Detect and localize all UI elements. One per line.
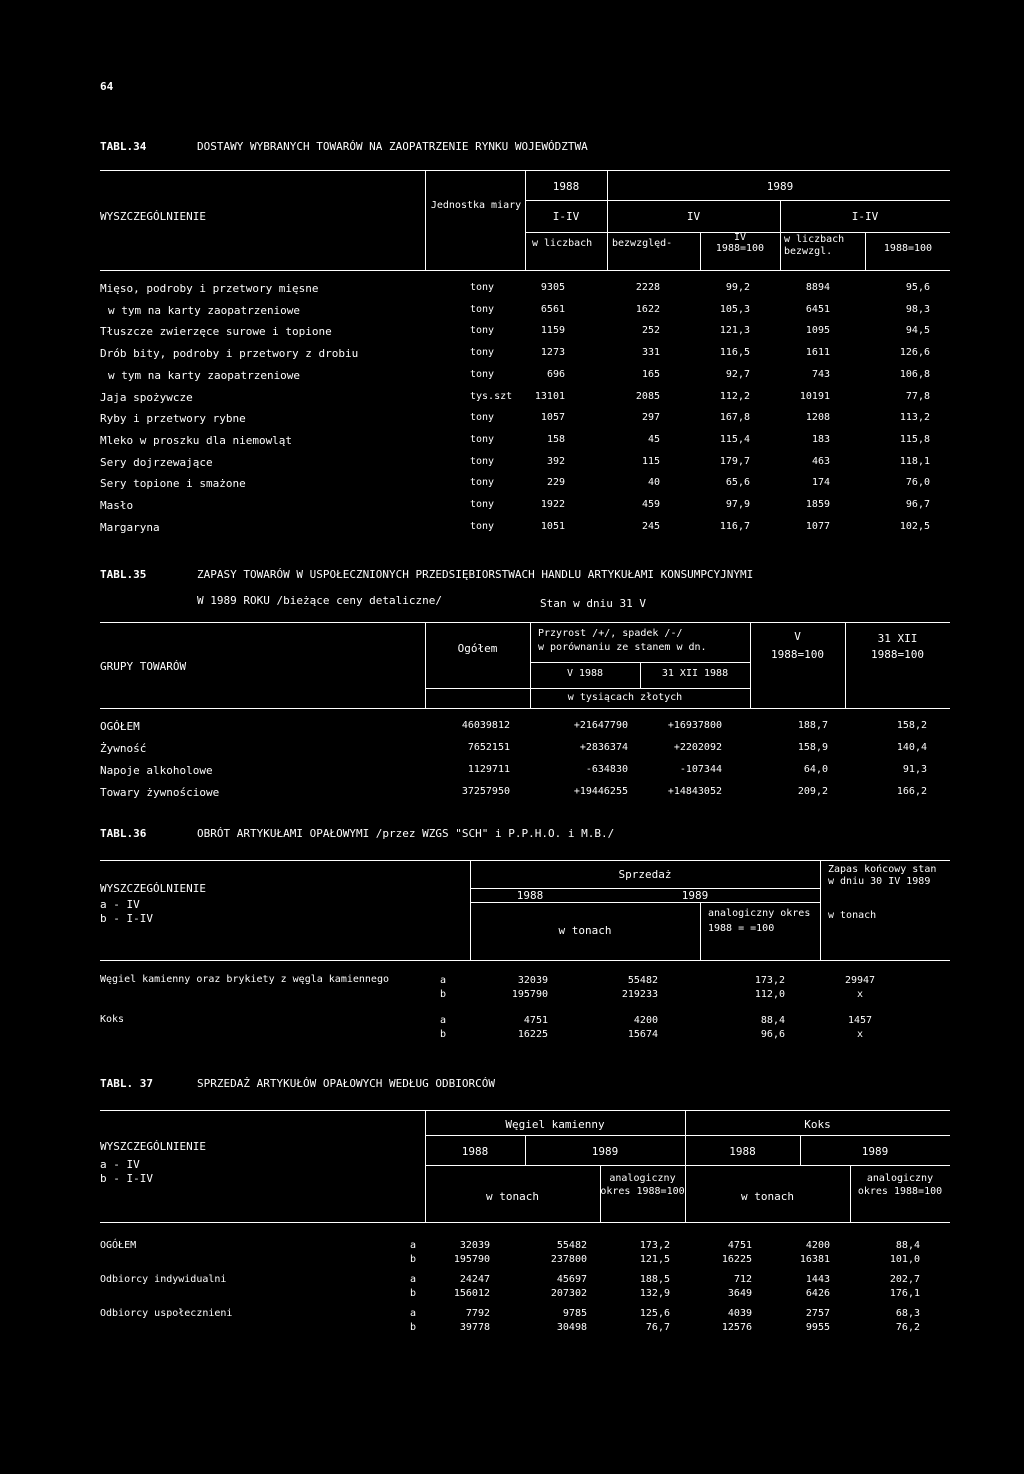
t35-row-v1988: -634830 bbox=[585, 764, 628, 775]
t34-row-a: 1057 bbox=[540, 412, 565, 424]
t35-row-xii1988: +16937800 bbox=[667, 720, 722, 731]
t37-row-a-val: 4751 bbox=[727, 1240, 752, 1251]
t37-h-tons-coke: w tonach bbox=[741, 1190, 794, 1203]
t37-row-key-b: b bbox=[410, 1322, 417, 1333]
t34-row-name: Sery topione i smażone bbox=[100, 477, 246, 491]
t36-h-stock2: w tonach bbox=[828, 910, 877, 921]
t34-row-e: 126,6 bbox=[899, 347, 930, 359]
t37-row-a-val: 55482 bbox=[556, 1240, 587, 1251]
t35-h-growth1: Przyrost /+/, spadek /-/ bbox=[538, 628, 683, 639]
t34-row-c: 105,3 bbox=[719, 303, 750, 315]
t36-row-a1: 4751 bbox=[523, 1015, 548, 1026]
t36-header-rule bbox=[100, 960, 950, 961]
t35-h-total: Ogółem bbox=[457, 642, 498, 655]
t34-header-rule bbox=[100, 270, 950, 271]
t36-vline bbox=[820, 860, 821, 960]
t34-row-unit: tony bbox=[470, 368, 495, 380]
t34-row-e: 115,8 bbox=[899, 433, 930, 445]
t34-row-b: 245 bbox=[641, 520, 660, 532]
t34-row-e: 94,5 bbox=[905, 325, 930, 337]
t34-row-a: 392 bbox=[546, 455, 565, 467]
t37-row-a-val: 125,6 bbox=[639, 1308, 670, 1319]
t35-state: Stan w dniu 31 V bbox=[540, 597, 646, 610]
t37-h-1988-coal: 1988 bbox=[461, 1145, 489, 1158]
t37-row-b-val: 3649 bbox=[727, 1288, 752, 1299]
t34-row-b: 297 bbox=[641, 412, 660, 424]
t34-row-a: 1273 bbox=[540, 347, 565, 359]
t36-row-b1: 16225 bbox=[517, 1029, 548, 1040]
t35-h-growth2: w porównaniu ze stanem w dn. bbox=[538, 642, 707, 653]
t34-row-a: 1051 bbox=[540, 520, 565, 532]
t34-row-d: 743 bbox=[811, 368, 830, 380]
t34-row-e: 98,3 bbox=[905, 303, 930, 315]
t34-row-e: 106,8 bbox=[899, 368, 930, 380]
t34-row-a: 158 bbox=[546, 433, 565, 445]
t34-row-b: 40 bbox=[647, 477, 660, 489]
t34-row-name: w tym na karty zaopatrzeniowe bbox=[108, 303, 301, 317]
t34-row-b: 2085 bbox=[635, 390, 660, 402]
t37-row-name: Odbiorcy uspołecznieni bbox=[100, 1308, 233, 1319]
t37-row-key-a: a bbox=[410, 1308, 417, 1319]
t37-h-analog-coke: analogiczny okres 1988=100 bbox=[857, 1173, 943, 1197]
t37-row-a-val: 24247 bbox=[459, 1274, 490, 1285]
t37-row-b-val: 121,5 bbox=[639, 1254, 670, 1265]
t36-h-1989: 1989 bbox=[681, 889, 709, 902]
t36-row-key-a: a bbox=[440, 975, 447, 986]
t34-row-c: 116,7 bbox=[719, 520, 750, 532]
t34-row-c: 121,3 bbox=[719, 325, 750, 337]
t37-title: SPRZEDAŻ ARTYKUŁÓW OPAŁOWYCH WEDŁUG ODBIORCÓW bbox=[197, 1077, 496, 1090]
t35-h-v: V bbox=[794, 630, 801, 643]
t34-h-ratio1-top: IV bbox=[733, 232, 747, 243]
t36-row-key-b: b bbox=[440, 1029, 447, 1040]
t36-row-key-b: b bbox=[440, 989, 447, 1000]
t36-row-a3: 173,2 bbox=[754, 975, 785, 986]
t35-row-v-ratio: 158,9 bbox=[797, 742, 828, 753]
t34-row-d: 1095 bbox=[805, 325, 830, 337]
t35-row-name: Żywność bbox=[100, 742, 147, 755]
t35-h-groups: GRUPY TOWARÓW bbox=[100, 660, 187, 673]
t34-h-ratio1: 1988=100 bbox=[715, 243, 765, 254]
t35-title: ZAPASY TOWARÓW W USPOŁECZNIONYCH PRZEDSIĘBIORSTWACH HANDLU ARTYKUŁAMI KONSUMPCYJNYMI bbox=[197, 568, 754, 581]
t34-row-name: Sery dojrzewające bbox=[100, 455, 213, 469]
t35-row-v1988: +2836374 bbox=[579, 742, 628, 753]
t34-row-unit: tony bbox=[470, 455, 495, 467]
t37-row-b-val: 30498 bbox=[556, 1322, 587, 1333]
t37-sub-rule bbox=[425, 1135, 950, 1136]
t36-row-key-a: a bbox=[440, 1015, 447, 1026]
t35-row-name: Napoje alkoholowe bbox=[100, 764, 213, 777]
t36-row-b3: 112,0 bbox=[754, 989, 785, 1000]
t34-row-a: 696 bbox=[546, 368, 565, 380]
t35-h-v1988: V 1988 bbox=[566, 668, 604, 679]
t34-row-c: 92,7 bbox=[725, 368, 750, 380]
t35-sub-rule bbox=[425, 688, 750, 689]
t36-row-name: Koks bbox=[100, 1014, 125, 1025]
t37-row-b-val: 6426 bbox=[805, 1288, 830, 1299]
t35-subtitle: W 1989 ROKU /bieżące ceny detaliczne/ bbox=[197, 594, 443, 607]
t35-row-xii1988: +14843052 bbox=[667, 786, 722, 797]
t34-row-unit: tony bbox=[470, 412, 495, 424]
t37-label: TABL. 37 bbox=[100, 1077, 153, 1090]
t35-row-total: 37257950 bbox=[461, 786, 510, 797]
t34-row-name: w tym na karty zaopatrzeniowe bbox=[108, 368, 301, 382]
t34-h-bezwzgl: bezwzględ- bbox=[612, 238, 673, 249]
t34-row-name: Margaryna bbox=[100, 520, 160, 534]
t34-row-c: 65,6 bbox=[725, 477, 750, 489]
t37-h-b: b - I-IV bbox=[100, 1172, 153, 1185]
t34-row-c: 115,4 bbox=[719, 433, 750, 445]
t36-row-name: Węgiel kamienny oraz brykiety z węgla kamiennego bbox=[100, 974, 389, 985]
t34-row-unit: tony bbox=[470, 433, 495, 445]
t35-top-rule bbox=[100, 622, 950, 623]
t35-row-v-ratio: 64,0 bbox=[803, 764, 828, 775]
t34-row-e: 76,0 bbox=[905, 477, 930, 489]
t34-row-c: 167,8 bbox=[719, 412, 750, 424]
t37-row-name: Odbiorcy indywidualni bbox=[100, 1274, 227, 1285]
t34-row-unit: tony bbox=[470, 347, 495, 359]
t36-h-tons: w tonach bbox=[558, 924, 612, 937]
t34-row-name: Mięso, podroby i przetwory mięsne bbox=[100, 282, 319, 295]
t34-row-b: 331 bbox=[641, 347, 660, 359]
t37-row-a-val: 173,2 bbox=[639, 1240, 670, 1251]
t34-row-d: 10191 bbox=[799, 390, 830, 402]
t35-row-xii-ratio: 158,2 bbox=[896, 720, 927, 731]
t36-row-a4: 1457 bbox=[847, 1015, 873, 1026]
t37-h-coke: Koks bbox=[804, 1118, 831, 1131]
t37-row-b-val: 12576 bbox=[721, 1322, 752, 1333]
t34-sub-rule bbox=[525, 200, 950, 201]
t34-row-unit: tony bbox=[470, 282, 495, 293]
t35-h-xii: 31 XII bbox=[877, 632, 918, 645]
t36-h-analog: analogiczny okres 1988 = =100 bbox=[708, 908, 811, 934]
t37-row-key-a: a bbox=[410, 1240, 417, 1251]
t36-row-b4: x bbox=[856, 1029, 864, 1040]
t34-title: DOSTAWY WYBRANYCH TOWARÓW NA ZAOPATRZENIE RYNKU WOJEWÓDZTWA bbox=[197, 140, 588, 153]
t36-row-b2: 15674 bbox=[627, 1029, 658, 1040]
t34-vline bbox=[607, 170, 608, 200]
t34-row-c: 116,5 bbox=[719, 347, 750, 359]
t34-h-i-iv2: I-IV bbox=[851, 210, 879, 223]
t34-row-name: Masło bbox=[100, 499, 134, 512]
t36-h-spec: WYSZCZEGÓLNIENIE bbox=[100, 882, 206, 895]
t37-row-name: OGÓŁEM bbox=[100, 1240, 137, 1251]
t37-row-b-val: 195790 bbox=[453, 1254, 490, 1265]
t34-h-1989: 1989 bbox=[766, 180, 794, 193]
t37-header-rule bbox=[100, 1222, 950, 1223]
t34-row-d: 1208 bbox=[805, 412, 830, 424]
t36-row-a4: 29947 bbox=[844, 975, 876, 986]
t35-row-name: Towary żywnościowe bbox=[100, 786, 220, 799]
t36-vline bbox=[700, 902, 701, 960]
t37-row-b-val: 176,1 bbox=[889, 1288, 920, 1299]
t35-row-v1988: +21647790 bbox=[573, 720, 628, 731]
t35-vline bbox=[425, 622, 426, 708]
t34-row-d: 1077 bbox=[805, 520, 830, 532]
t34-h-spec: WYSZCZEGÓLNIENIE bbox=[100, 210, 206, 223]
t34-row-a: 229 bbox=[546, 477, 565, 489]
t35-h-v-ratio: 1988=100 bbox=[771, 648, 824, 661]
t34-row-a: 6561 bbox=[540, 303, 565, 315]
t34-row-d: 8894 bbox=[805, 282, 830, 293]
t34-vline bbox=[425, 170, 426, 270]
t37-row-b-val: 132,9 bbox=[639, 1288, 670, 1299]
t36-row-a2: 55482 bbox=[627, 975, 658, 986]
t34-row-e: 95,6 bbox=[905, 282, 930, 293]
t36-h-sales: Sprzedaż bbox=[618, 868, 672, 881]
t36-row-b4: x bbox=[856, 989, 864, 1000]
t36-row-b1: 195790 bbox=[511, 989, 548, 1000]
t34-row-a: 13101 bbox=[534, 390, 565, 402]
t34-row-unit: tony bbox=[470, 325, 495, 337]
t34-row-d: 183 bbox=[811, 433, 830, 445]
t34-row-c: 179,7 bbox=[719, 455, 750, 467]
t35-row-xii1988: -107344 bbox=[679, 764, 722, 775]
t34-row-b: 115 bbox=[641, 455, 660, 467]
t35-row-v1988: +19446255 bbox=[573, 786, 628, 797]
t36-row-a1: 32039 bbox=[517, 975, 548, 986]
t34-row-b: 45 bbox=[647, 433, 660, 445]
page-number: 64 bbox=[100, 80, 114, 93]
t36-sub-rule bbox=[470, 902, 820, 903]
t36-h-1988: 1988 bbox=[516, 889, 544, 902]
t37-row-b-val: 9955 bbox=[805, 1322, 830, 1333]
t37-row-a-val: 4200 bbox=[805, 1240, 830, 1251]
t34-h-i-iv: I-IV bbox=[552, 210, 580, 223]
t34-row-unit: tony bbox=[470, 303, 495, 315]
t37-row-a-val: 68,3 bbox=[895, 1308, 920, 1319]
t37-row-key-b: b bbox=[410, 1254, 417, 1265]
t34-row-b: 2228 bbox=[635, 282, 660, 293]
t34-row-e: 118,1 bbox=[899, 455, 930, 467]
t34-row-name: Jaja spożywcze bbox=[100, 390, 193, 404]
t34-row-b: 1622 bbox=[635, 303, 660, 315]
t34-label: TABL.34 bbox=[100, 140, 147, 153]
t37-h-analog-coal: analogiczny okres 1988=100 bbox=[600, 1173, 685, 1197]
t36-row-b2: 219233 bbox=[621, 989, 658, 1000]
t34-row-name: Ryby i przetwory rybne bbox=[100, 412, 246, 426]
t37-h-coal: Węgiel kamienny bbox=[505, 1118, 605, 1131]
t35-row-xii1988: +2202092 bbox=[673, 742, 722, 753]
t37-row-a-val: 712 bbox=[733, 1274, 752, 1285]
t36-h-stock1: Zapas końcowy stan w dniu 30 IV 1989 bbox=[828, 864, 937, 887]
t37-h-1988-coke: 1988 bbox=[729, 1145, 756, 1158]
t37-row-a-val: 32039 bbox=[459, 1240, 490, 1251]
t34-row-c: 99,2 bbox=[725, 282, 750, 293]
t34-row-name: Mleko w proszku dla niemowląt bbox=[100, 433, 293, 447]
t34-row-unit: tony bbox=[470, 499, 495, 510]
t37-h-spec: WYSZCZEGÓLNIENIE bbox=[100, 1140, 206, 1153]
t37-row-b-val: 76,7 bbox=[645, 1322, 670, 1333]
t34-row-a: 9305 bbox=[540, 282, 565, 293]
t37-row-a-val: 45697 bbox=[556, 1274, 587, 1285]
t35-row-total: 7652151 bbox=[467, 742, 510, 753]
t35-h-xii1988: 31 XII 1988 bbox=[661, 668, 729, 679]
t36-h-b: b - I-IV bbox=[100, 912, 153, 925]
t36-row-a2: 4200 bbox=[633, 1015, 658, 1026]
t37-row-a-val: 9785 bbox=[562, 1308, 587, 1319]
t34-row-c: 112,2 bbox=[719, 390, 750, 402]
t34-row-unit: tys.szt bbox=[470, 390, 513, 402]
t34-row-unit: tony bbox=[470, 520, 495, 532]
t37-row-b-val: 207302 bbox=[550, 1288, 587, 1299]
t35-h-thousands: w tysiącach złotych bbox=[567, 692, 683, 703]
t34-row-e: 113,2 bbox=[899, 412, 930, 424]
t35-row-name: OGÓŁEM bbox=[100, 720, 140, 733]
t37-row-b-val: 16381 bbox=[799, 1254, 830, 1265]
t37-sub-rule bbox=[425, 1165, 950, 1166]
t35-row-xii-ratio: 140,4 bbox=[896, 742, 927, 753]
t37-h-a: a - IV bbox=[100, 1158, 140, 1171]
t34-row-b: 252 bbox=[641, 325, 660, 337]
t34-h-iv: IV bbox=[686, 210, 701, 223]
t36-row-b3: 96,6 bbox=[760, 1029, 785, 1040]
t37-row-key-b: b bbox=[410, 1288, 417, 1299]
t34-h-ratio2: 1988=100 bbox=[883, 243, 933, 254]
t35-label: TABL.35 bbox=[100, 568, 147, 581]
t35-row-total: 1129711 bbox=[467, 764, 510, 775]
t37-row-a-val: 2757 bbox=[805, 1308, 830, 1319]
t37-row-b-val: 76,2 bbox=[895, 1322, 920, 1333]
t34-row-d: 1611 bbox=[805, 347, 830, 359]
t34-row-a: 1159 bbox=[540, 325, 565, 337]
t35-row-total: 46039812 bbox=[461, 720, 510, 731]
t35-row-xii-ratio: 91,3 bbox=[902, 764, 927, 775]
t35-row-v-ratio: 188,7 bbox=[797, 720, 828, 731]
t35-row-xii-ratio: 166,2 bbox=[896, 786, 927, 797]
t34-row-a: 1922 bbox=[540, 499, 565, 510]
t34-vline bbox=[700, 232, 701, 270]
t36-title: OBRÓT ARTYKUŁAMI OPAŁOWYMI /przez WZGS "SCH" i P.P.H.O. i M.B./ bbox=[197, 827, 615, 840]
t37-row-a-val: 7792 bbox=[465, 1308, 490, 1319]
t37-row-a-val: 4039 bbox=[727, 1308, 752, 1319]
t34-row-e: 96,7 bbox=[905, 499, 930, 510]
t37-row-b-val: 237800 bbox=[550, 1254, 587, 1265]
t36-label: TABL.36 bbox=[100, 827, 147, 840]
t37-top-rule bbox=[100, 1110, 950, 1111]
t34-h-liczbach: w liczbach bbox=[532, 238, 593, 249]
t34-row-b: 165 bbox=[641, 368, 660, 380]
t34-row-d: 6451 bbox=[805, 303, 830, 315]
t34-h-1988: 1988 bbox=[552, 180, 580, 193]
t34-row-c: 97,9 bbox=[725, 499, 750, 510]
t34-row-e: 102,5 bbox=[899, 520, 930, 532]
t37-row-b-val: 101,0 bbox=[889, 1254, 920, 1265]
t34-row-name: Drób bity, podroby i przetwory z drobiu bbox=[100, 347, 359, 361]
t36-row-a3: 88,4 bbox=[760, 1015, 785, 1026]
t37-row-a-val: 88,4 bbox=[895, 1240, 920, 1251]
t34-row-d: 174 bbox=[811, 477, 830, 489]
t37-h-tons-coal: w tonach bbox=[486, 1190, 539, 1203]
t37-row-b-val: 16225 bbox=[721, 1254, 752, 1265]
t37-h-1989-coal: 1989 bbox=[591, 1145, 619, 1158]
t35-row-v-ratio: 209,2 bbox=[797, 786, 828, 797]
t35-h-xii-ratio: 1988=100 bbox=[871, 648, 924, 661]
t37-h-1989-coke: 1989 bbox=[861, 1145, 889, 1158]
t34-row-d: 1859 bbox=[805, 499, 830, 510]
t36-h-a: a - IV bbox=[100, 898, 140, 911]
t34-h-unit: Jednostka miary bbox=[430, 200, 522, 211]
t34-row-unit: tony bbox=[470, 477, 495, 489]
t37-row-b-val: 156012 bbox=[453, 1288, 490, 1299]
t34-row-d: 463 bbox=[811, 455, 830, 467]
t36-top-rule bbox=[100, 860, 950, 861]
t34-row-e: 77,8 bbox=[905, 390, 930, 402]
t37-row-key-a: a bbox=[410, 1274, 417, 1285]
t37-row-b-val: 39778 bbox=[459, 1322, 490, 1333]
t34-h-liczbach2: w liczbach bezwzgl. bbox=[784, 234, 845, 257]
t37-row-a-val: 188,5 bbox=[639, 1274, 670, 1285]
t34-row-name: Tłuszcze zwierzęce surowe i topione bbox=[100, 325, 332, 339]
t34-row-b: 459 bbox=[641, 499, 660, 510]
t37-row-a-val: 1443 bbox=[805, 1274, 830, 1285]
t35-header-rule bbox=[100, 708, 950, 709]
t37-row-a-val: 202,7 bbox=[889, 1274, 920, 1285]
